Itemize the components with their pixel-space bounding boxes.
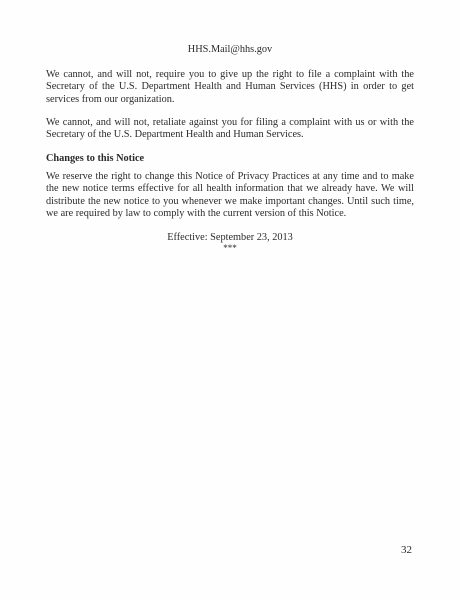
section-separator: ***	[223, 243, 237, 253]
contact-email: HHS.Mail@hhs.gov	[187, 44, 273, 55]
effective-date: Effective: September 23, 2013	[167, 232, 293, 243]
page-number: 32	[401, 544, 412, 556]
changes-heading: Changes to this Notice	[46, 153, 145, 164]
complaint-rights-paragraph: We cannot, and will not, require you to give up the right to file a complaint with the Secretary of the U.S. Department Health and Human Services (HHS) in order to get services from our organization.	[46, 69, 414, 105]
no-retaliation-paragraph: We cannot, and will not, retaliate against you for filing a complaint with us or with the Secretary of the U.S. Department Health and Human Services.	[46, 117, 414, 141]
changes-paragraph: We reserve the right to change this Notice of Privacy Practices at any time and to make the new notice terms effective for all health information that we already have. We will distribute the new notice to you whenever we make important changes. Until such time, we are required by law to comply with the current version of this Notice.	[46, 171, 414, 220]
